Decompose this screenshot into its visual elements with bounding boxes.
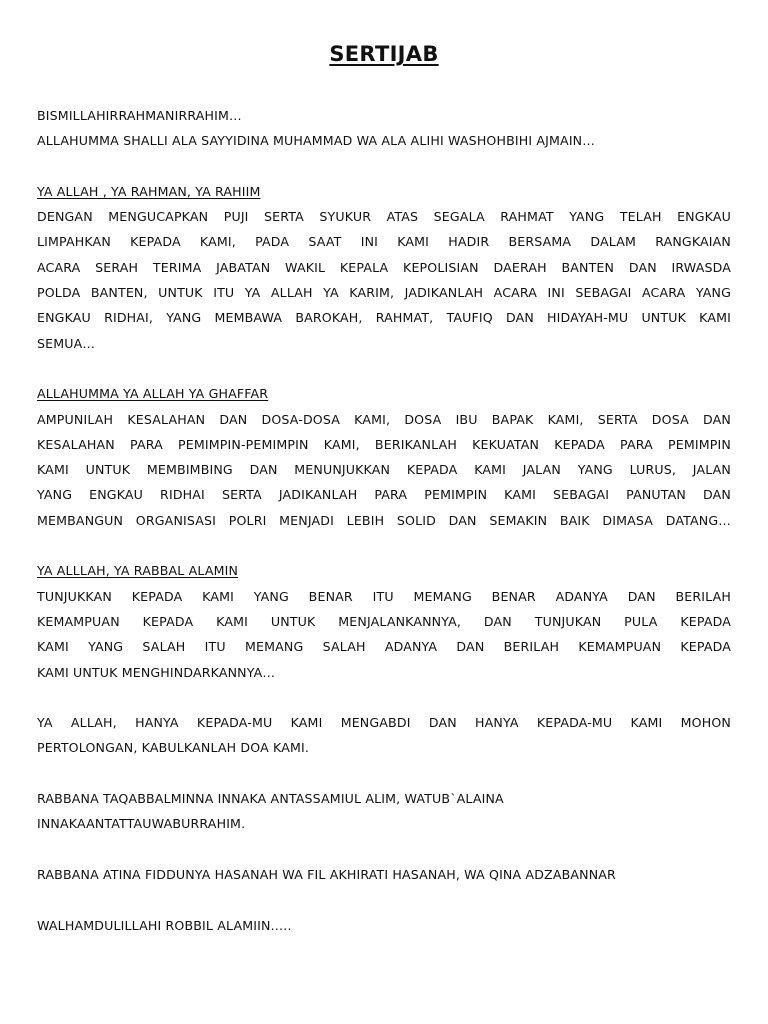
document-body [37, 103, 731, 938]
section1-heading: YA ALLAH , YA RAHMAN, YA RAHIIM [37, 183, 261, 199]
section3-line-1: TUNJUKKAN KEPADA KAMI YANG BENAR ITU MEMANG BENAR ADANYA DAN BERILAH [37, 588, 731, 604]
section1-line-5: ENGKAU RIDHAI, YANG MEMBAWA BAROKAH, RAHMAT, TAUFIQ DAN HIDAYAH-MU UNTUK KAMI [37, 310, 731, 326]
opening-line-2: ALLAHUMMA SHALLI ALA SAYYIDINA MUHAMMAD WA ALA ALIHI WASHOHBIHI AJMAIN… [37, 133, 595, 149]
section2-line-2: KESALAHAN PARA PEMIMPIN-PEMIMPIN KAMI, BERIKANLAH KEKUATAN KEPADA PARA PEMIMPIN [37, 436, 731, 452]
paragraph-gap [37, 154, 731, 179]
section2-heading: ALLAHUMMA YA ALLAH YA GHAFFAR [37, 386, 269, 402]
paragraph-gap [37, 533, 731, 558]
closing-line: WALHAMDULILLAHI ROBBIL ALAMIIN….. [37, 917, 292, 933]
section1-line-6: SEMUA… [37, 335, 96, 351]
paragraph-gap [37, 837, 731, 862]
paragraph-gap [37, 356, 731, 381]
section2-line-3: KAMI UNTUK MEMBIMBING DAN MENUNJUKKAN KEPADA KAMI JALAN YANG LURUS, JALAN [37, 462, 731, 478]
paragraph-gap [37, 887, 731, 912]
section1-line-2: LIMPAHKAN KEPADA KAMI, PADA SAAT INI KAMI HADIR BERSAMA DALAM RANGKAIAN [37, 234, 731, 250]
paragraph-gap [37, 685, 731, 710]
section3-heading-row [37, 558, 731, 583]
paragraph6-line: RABBANA ATINA FIDDUNYA HASANAH WA FIL AKHIRATI HASANAH, WA QINA ADZABANNAR [37, 866, 616, 882]
section2-line-4: YANG ENGKAU RIDHAI SERTA JADIKANLAH PARA PEMIMPIN KAMI SEBAGAI PANUTAN DAN [37, 487, 731, 503]
section1-line-3: ACARA SERAH TERIMA JABATAN WAKIL KEPALA KEPOLISIAN DAERAH BANTEN DAN IRWASDA [37, 259, 731, 275]
section2-line-5: MEMBANGUN ORGANISASI POLRI MENJADI LEBIH SOLID DAN SEMAKIN BAIK DIMASA DATANG… [37, 512, 731, 528]
paragraph4-line-2: PERTOLONGAN, KABULKANLAH DOA KAMI. [37, 740, 310, 756]
paragraph-gap [37, 761, 731, 786]
section1-line-4: POLDA BANTEN, UNTUK ITU YA ALLAH YA KARIM, JADIKANLAH ACARA INI SEBAGAI ACARA YANG [37, 285, 731, 301]
document-title: SERTIJAB [329, 42, 439, 66]
section2-line-1: AMPUNILAH KESALAHAN DAN DOSA-DOSA KAMI, DOSA IBU BAPAK KAMI, SERTA DOSA DAN [37, 411, 731, 427]
section3-heading: YA ALLLAH, YA RABBAL ALAMIN [37, 563, 239, 579]
opening-line-1: BISMILLAHIRRAHMANIRRAHIM… [37, 108, 242, 123]
section2-heading-row [37, 381, 731, 406]
section1-heading-row [37, 179, 731, 204]
section3-line-2: KEMAMPUAN KEPADA KAMI UNTUK MENJALANKANNYA, DAN TUNJUKAN PULA KEPADA [37, 613, 731, 629]
section3-line-3: KAMI YANG SALAH ITU MEMANG SALAH ADANYA DAN BERILAH KEMAMPUAN KEPADA [37, 639, 731, 655]
section1-line-1: DENGAN MENGUCAPKAN PUJI SERTA SYUKUR ATAS SEGALA RAHMAT YANG TELAH ENGKAU [37, 209, 731, 225]
paragraph5-line-1: RABBANA TAQABBALMINNA INNAKA ANTASSAMIUL ALIM, WATUB`ALAINA [37, 791, 504, 807]
paragraph4-line-1: YA ALLAH, HANYA KEPADA-MU KAMI MENGABDI DAN HANYA KEPADA-MU KAMI MOHON [37, 715, 731, 731]
paragraph5-line-2: INNAKAANTATTAUWABURRAHIM. [37, 816, 246, 832]
section3-line-4: KAMI UNTUK MENGHINDARKANNYA… [37, 664, 276, 680]
